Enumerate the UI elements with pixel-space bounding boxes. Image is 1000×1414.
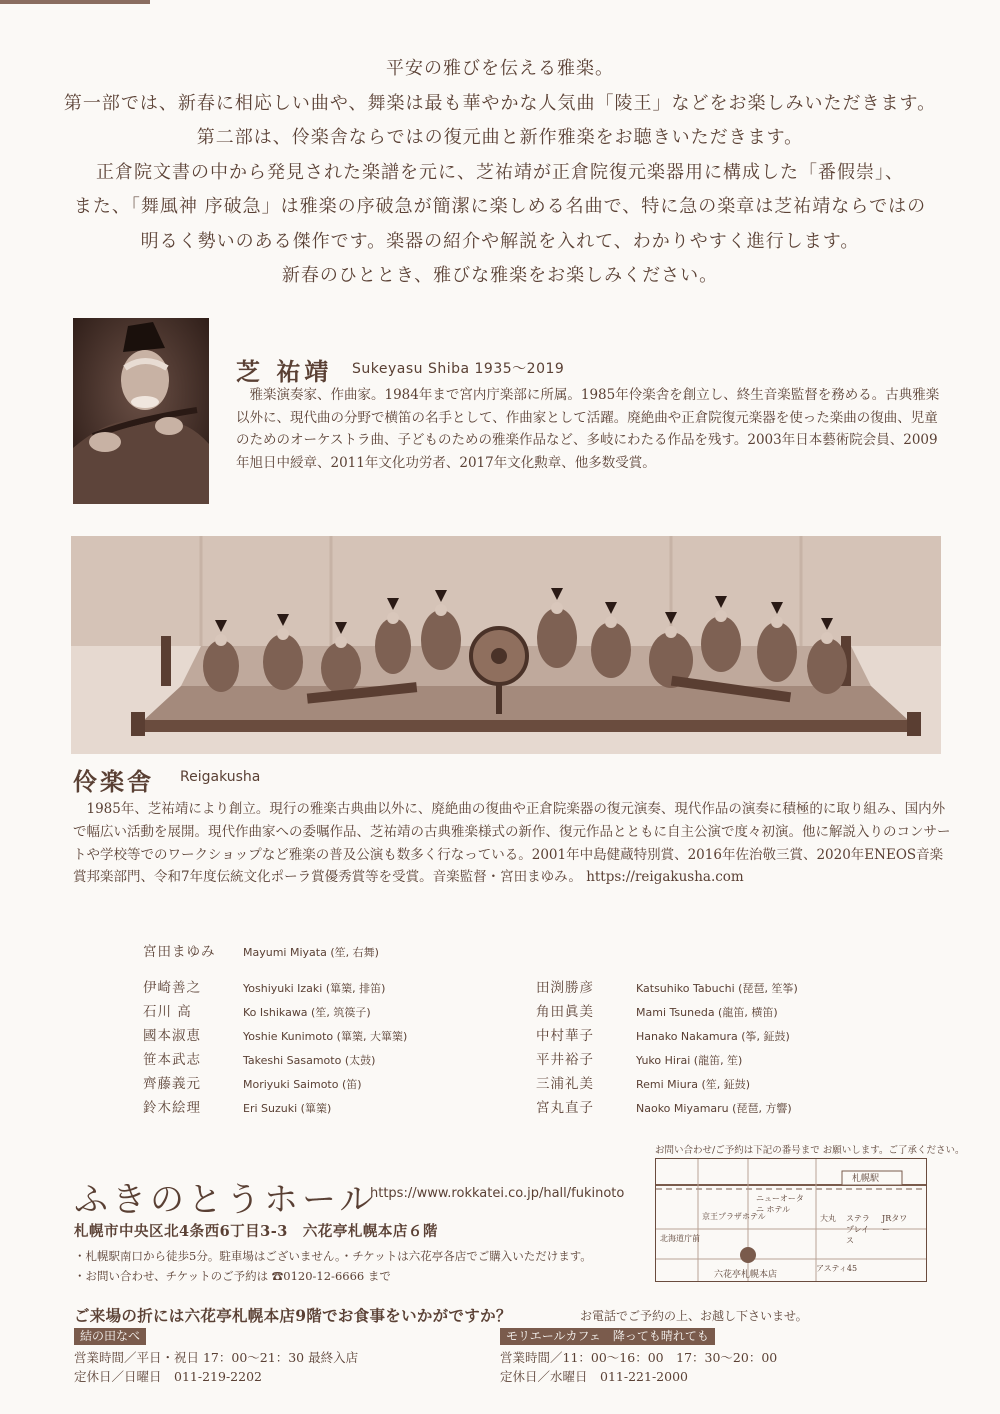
map-label-shop: 六花亭札幌本店	[714, 1270, 778, 1280]
shop-info	[74, 1326, 358, 1386]
intro-line: 明るく勢いのある傑作です。楽器の紹介や解説を入れて、わかりやすく進行します。	[140, 230, 860, 252]
member-name: 齊藤義元	[143, 1076, 201, 1092]
ensemble-photo	[71, 536, 941, 754]
member-name: 笹本武志	[143, 1052, 201, 1068]
top-accent-bar	[0, 0, 150, 4]
member-name: 石川 高	[143, 1004, 192, 1020]
bio-name-en: Sukeyasu Shiba 1935～2019	[352, 361, 565, 377]
hall-note: ・札幌駅南口から徒歩5分。駐車場はございません。・チケットは六花亭各店でご購入いただけます。	[74, 1249, 592, 1263]
hall-note: ・お問い合わせ、チケットのご予約は ☎0120-12-6666 まで	[74, 1269, 391, 1283]
member-name-en: Yuko Hirai (龍笛, 笙)	[636, 1054, 743, 1067]
map-label: 北海道庁前	[660, 1234, 700, 1243]
dining-headline: ご来場の折には六花亭札幌本店9階でお食事をいかがですか？	[74, 1306, 512, 1325]
member-name: 田渕勝彦	[536, 980, 594, 996]
shop-closed: 定休日／水曜日 011-221-2000	[500, 1369, 688, 1384]
map-label: 大丸	[820, 1214, 836, 1223]
intro-line: 正倉院文書の中から発見された楽譜を元に、芝祐靖が正倉院復元楽器用に構成した「番假崇」、	[96, 161, 904, 183]
member-name-en: Eri Suzuki (篳篥)	[243, 1102, 332, 1115]
member-name: 三浦礼美	[536, 1076, 594, 1092]
hall-brand-logo: ふきのとうホール	[74, 1180, 378, 1220]
ensemble-text: 1985年、芝祐靖により創立。現行の雅楽古典曲以外に、廃絶曲の復曲や正倉院楽器の復元演奏、現代作品の演奏に積極的に取り組み、国内外で幅広い活動を展開。現代作曲家への委嘱作品、芝祐靖の古典雅楽様式の新作、復元作品とともに自主公演で度々初演。他に解説入りのコンサートや学校等でのワークショップなど雅楽の普及公演も数多く行なっている。2001年中島健蔵特別賞、2016年佐治敬三賞、2020年ENEOS音楽賞邦楽部門、令和7年度伝統文化ポーラ賞優秀賞等を受賞。音楽監督・宮田まゆみ。 https://reigakusha.com	[73, 801, 951, 886]
member-item	[536, 1096, 792, 1116]
bio-name: 芝 祐靖	[236, 357, 333, 386]
member-name: 宮丸直子	[536, 1100, 594, 1116]
intro-line: 第一部では、新春に相応しい曲や、舞楽は最も華やかな人気曲「陵王」などをお楽しみいただきます。	[63, 92, 937, 114]
member-name: 宮田まゆみ	[143, 944, 216, 960]
member-item	[536, 1048, 742, 1068]
intro-line: 第二部は、伶楽舎ならではの復元曲と新作雅楽をお聴きいただきます。	[196, 127, 804, 148]
ensemble-name-en: Reigakusha	[180, 769, 261, 785]
hall-address: 札幌市中央区北4条西6丁目3-3 六花亭札幌本店６階	[74, 1223, 438, 1240]
member-name-en: Mami Tsuneda (龍笛, 横笛)	[636, 1006, 778, 1019]
area-map	[655, 1158, 927, 1282]
member-name-en: Moriyuki Saimoto (笛)	[243, 1078, 362, 1091]
member-name: 平井裕子	[536, 1052, 594, 1068]
member-item	[536, 976, 798, 996]
dining-sub: お電話でご予約の上、お越し下さいませ。	[580, 1309, 808, 1323]
member-name-en: Naoko Miyamaru (琵琶, 方響)	[636, 1102, 792, 1115]
member-item	[536, 1024, 790, 1044]
shop-hours: 営業時間／平日・祝日 17：00～21：30 最終入店	[74, 1350, 359, 1365]
map-label: 京王プラザホテル	[702, 1212, 766, 1221]
member-name-en: Takeshi Sasamoto (太鼓)	[243, 1054, 376, 1067]
member-name: 鈴木絵理	[143, 1100, 201, 1116]
map-label: ニューオータニ ホテル	[756, 1194, 804, 1214]
member-name-en: Yoshiyuki Izaki (篳篥, 排笛)	[243, 982, 386, 995]
member-name: 伊崎善之	[143, 980, 201, 996]
map-label: アスティ45	[816, 1264, 858, 1273]
portrait-photo	[73, 318, 209, 504]
member-name-en: Katsuhiko Tabuchi (琵琶, 笙筝)	[636, 982, 798, 995]
ensemble-name: 伶楽舎	[73, 767, 154, 796]
member-name-en: Hanako Nakamura (筝, 鉦鼓)	[636, 1030, 790, 1043]
map-caption: お問い合わせ/ご予約は下記の番号まで お願いします。ご了承ください。	[655, 1145, 965, 1156]
member-item	[536, 1072, 750, 1092]
member-item	[143, 1072, 362, 1092]
intro-line: 新春のひととき、雅びな雅楽をお楽しみください。	[281, 265, 719, 286]
member-name: 國本淑恵	[143, 1028, 201, 1044]
member-item	[143, 976, 385, 996]
intro-text	[0, 52, 1000, 294]
member-name-en: Yoshie Kunimoto (篳篥, 大篳篥)	[243, 1030, 408, 1043]
intro-line: 平安の雅びを伝える雅楽。	[386, 58, 614, 79]
member-name-en: Mayumi Miyata (笙, 右舞)	[243, 946, 379, 959]
map-label-station: 札幌駅	[852, 1174, 880, 1184]
member-name: 中村華子	[536, 1028, 594, 1044]
bio-text: 雅楽演奏家、作曲家。1984年まで宮内庁楽部に所属。1985年伶楽舎を創立し、終生音楽監督を務める。古典雅楽以外に、現代曲の分野で横笛の名手として、作曲家として活躍。廃絶曲や正倉院復元楽器を使った楽曲の復曲、児童のためのオーケストラ曲、子どものための雅楽作品など、多岐にわたる作品を残す。2003年日本藝術院会員、2009年旭日中綬章、2011年文化功労者、2017年文化勲章、他多数受賞。	[236, 387, 940, 471]
shop-tag: 結の田なべ	[74, 1328, 146, 1345]
shop-closed: 定休日／日曜日 011-219-2202	[74, 1369, 262, 1384]
member-name-en: Remi Miura (笙, 鉦鼓)	[636, 1078, 751, 1091]
member-item	[143, 1024, 407, 1044]
member-leader	[143, 940, 379, 960]
member-item	[143, 1096, 331, 1116]
member-name-en: Ko Ishikawa (笙, 筑篌子)	[243, 1006, 371, 1019]
map-label: ステラプレイス	[846, 1214, 870, 1245]
map-label: JRタワー	[882, 1214, 908, 1234]
shop-hours: 営業時間／11：00～16：00 17：30～20：00	[500, 1350, 778, 1365]
member-name: 角田眞美	[536, 1004, 594, 1020]
intro-line: また、「舞風神 序破急」は雅楽の序破急が簡潔に楽しめる名曲で、特に急の楽章は芝祐靖ならではの	[73, 196, 927, 217]
member-item	[143, 1000, 371, 1020]
member-item	[143, 1048, 375, 1068]
member-item	[536, 1000, 778, 1020]
shop-info	[500, 1326, 777, 1386]
shop-tag: モリエールカフェ 降っても晴れても	[500, 1328, 715, 1345]
hall-url-link[interactable]: https://www.rokkatei.co.jp/hall/fukinoto	[370, 1186, 625, 1201]
